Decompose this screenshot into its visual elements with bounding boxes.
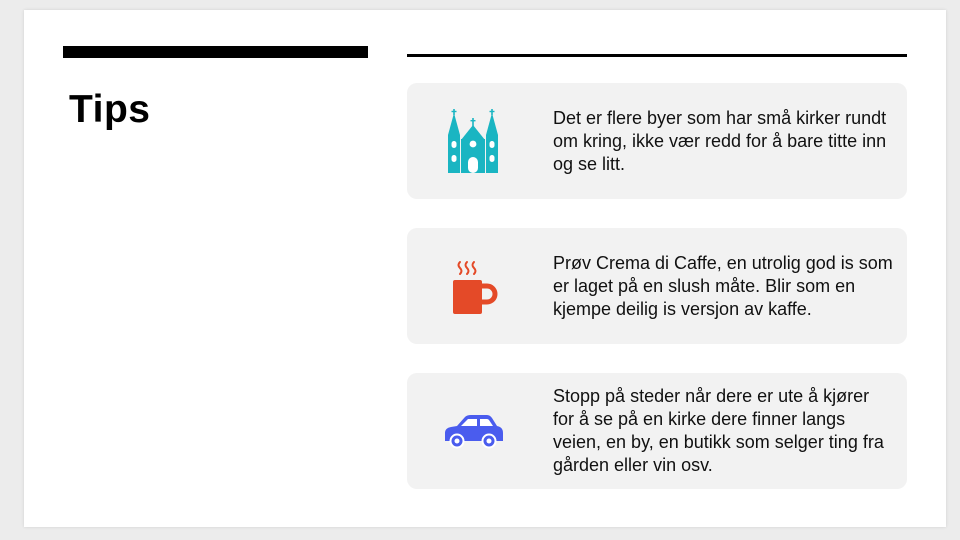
church-icon	[437, 103, 509, 179]
car-icon	[437, 393, 509, 469]
tip-text-church	[553, 83, 893, 199]
tip-text-car	[553, 373, 893, 489]
content-divider-line	[407, 54, 907, 57]
tip-text: Det er flere byer som har små kirker rundt om kring, ikke vær redd for å bare titte inn og se litt.	[553, 107, 887, 174]
tip-text: Prøv Crema di Caffe, en utrolig god is som er laget på en slush måte. Blir som en kjempe deilig is versjon av kaffe.	[553, 252, 893, 319]
slide	[24, 10, 946, 527]
coffee-cup-icon	[437, 248, 509, 324]
tip-text-coffee	[553, 228, 893, 344]
tip-card-car	[407, 373, 907, 489]
tip-text: Stopp på steder når dere er ute å kjører for å se på en kirke dere finner langs veien, en by, en butikk som selger ting fra gården eller vin osv.	[553, 386, 884, 475]
tip-card-church	[407, 83, 907, 199]
tip-card-coffee	[407, 228, 907, 344]
slide-title: Tips	[69, 88, 151, 131]
title-accent-bar	[63, 46, 368, 58]
